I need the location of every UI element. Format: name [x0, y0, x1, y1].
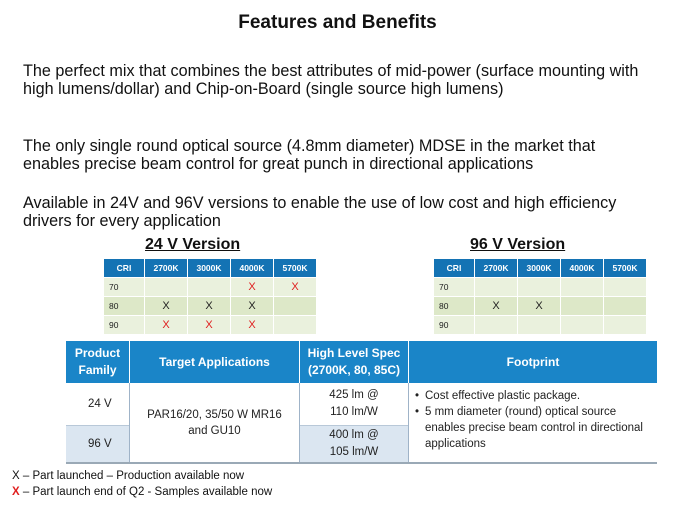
cri-value: 80	[104, 297, 145, 316]
x-mark: X	[205, 319, 213, 331]
cct-header-cell: 4000K	[231, 259, 274, 278]
x-mark: X	[248, 319, 256, 331]
legend-samples	[12, 486, 272, 498]
cri-row	[434, 278, 647, 297]
cri-value: 90	[434, 316, 475, 335]
cct-header-cell: 3000K	[188, 259, 231, 278]
mark-cell	[475, 316, 518, 335]
mark-cell	[145, 297, 188, 316]
header-spec-line1: High Level Spec	[307, 346, 401, 360]
cri-header-cell: CRI	[104, 259, 145, 278]
cct-header-cell: 3000K	[518, 259, 561, 278]
header-product-family	[66, 341, 130, 383]
product-row-24v	[66, 383, 657, 425]
spec-cell	[300, 425, 409, 463]
cri-value: 90	[104, 316, 145, 335]
mark-cell	[231, 278, 274, 297]
mark-cell	[188, 297, 231, 316]
cct-header-cell: 4000K	[561, 259, 604, 278]
bullet-icon: •	[415, 406, 420, 418]
target-line2: and GU10	[188, 424, 241, 437]
mark-cell	[604, 297, 647, 316]
mark-cell	[561, 316, 604, 335]
x-mark: X	[205, 300, 213, 312]
mark-cell	[188, 316, 231, 335]
mark-cell	[518, 297, 561, 316]
x-mark: X	[535, 300, 543, 312]
header-target-applications: Target Applications	[130, 341, 300, 383]
footprint-item-text: 5 mm diameter (round) optical source enables precise beam control in directional applications	[425, 406, 643, 450]
mark-cell	[274, 278, 317, 297]
mark-cell	[518, 278, 561, 297]
mark-cell	[145, 316, 188, 335]
footprint-item	[415, 388, 657, 404]
x-mark: X	[291, 281, 299, 293]
mark-cell	[231, 316, 274, 335]
footprint-item-text: Cost effective plastic package.	[425, 390, 581, 402]
cri-header-row	[104, 259, 317, 278]
mark-cell	[188, 278, 231, 297]
cri-row	[434, 316, 647, 335]
paragraph-versions: Available in 24V and 96V versions to enable the use of low cost and high efficiency drivers for every application	[23, 194, 617, 230]
spec-line2: 110 lm/W	[330, 405, 378, 418]
mark-cell	[274, 297, 317, 316]
legend-samples-text: – Part launch end of Q2 - Samples available now	[19, 486, 273, 498]
x-mark: X	[248, 281, 256, 293]
x-mark: X	[248, 300, 256, 312]
header-family-line1: Product	[74, 346, 121, 360]
legend-black-x: X	[12, 470, 20, 482]
cri-value: 70	[434, 278, 475, 297]
spec-line1: 400 lm @	[329, 428, 379, 441]
cri-table-24v	[103, 258, 317, 335]
mark-cell	[231, 297, 274, 316]
cri-row	[104, 278, 317, 297]
product-table	[66, 341, 657, 464]
mark-cell	[475, 278, 518, 297]
cri-header-cell: CRI	[434, 259, 475, 278]
product-table-header	[66, 341, 657, 383]
cct-header-cell: 5700K	[274, 259, 317, 278]
header-footprint: Footprint	[409, 341, 658, 383]
mark-cell	[145, 278, 188, 297]
x-mark: X	[162, 319, 170, 331]
version-24v-title: 24 V Version	[145, 236, 241, 253]
spec-line2: 105 lm/W	[329, 445, 379, 458]
legend-production	[12, 470, 244, 482]
spec-line1: 425 lm @	[329, 388, 379, 401]
cri-row	[434, 297, 647, 316]
version-96v-title: 96 V Version	[470, 236, 566, 253]
page-title: Features and Benefits	[238, 12, 437, 33]
legend-production-text: – Part launched – Production available now	[19, 470, 245, 482]
cri-header-row	[434, 259, 647, 278]
cri-value: 70	[104, 278, 145, 297]
target-applications-cell	[130, 383, 300, 463]
footprint-cell	[409, 383, 658, 463]
bullet-icon: •	[415, 390, 420, 402]
paragraph-mix: The perfect mix that combines the best attributes of mid-power (surface mounting with high lumens/dollar) and Chip-on-Board (single source high lumens)	[23, 62, 639, 98]
x-mark: X	[162, 300, 170, 312]
x-mark: X	[492, 300, 500, 312]
mark-cell	[561, 297, 604, 316]
header-spec-line2: (2700K, 80, 85C)	[307, 363, 401, 377]
mark-cell	[604, 278, 647, 297]
cri-row	[104, 297, 317, 316]
spec-cell	[300, 383, 409, 425]
header-family-line2: Family	[78, 363, 117, 377]
target-line1: PAR16/20, 35/50 W MR16	[147, 408, 282, 421]
cri-value: 80	[434, 297, 475, 316]
family-cell: 96 V	[66, 425, 130, 463]
mark-cell	[274, 316, 317, 335]
footprint-item	[415, 404, 645, 452]
legend-red-x: X	[12, 486, 20, 498]
cct-header-cell: 2700K	[145, 259, 188, 278]
mark-cell	[561, 278, 604, 297]
cri-row	[104, 316, 317, 335]
cri-table-96v	[433, 258, 647, 335]
family-cell: 24 V	[66, 383, 130, 425]
cct-header-cell: 2700K	[475, 259, 518, 278]
mark-cell	[475, 297, 518, 316]
paragraph-optical-source: The only single round optical source (4.8mm diameter) MDSE in the market that enables precise beam control for great punch in directional applications	[23, 137, 596, 173]
header-high-level-spec	[300, 341, 409, 383]
mark-cell	[604, 316, 647, 335]
cct-header-cell: 5700K	[604, 259, 647, 278]
mark-cell	[518, 316, 561, 335]
